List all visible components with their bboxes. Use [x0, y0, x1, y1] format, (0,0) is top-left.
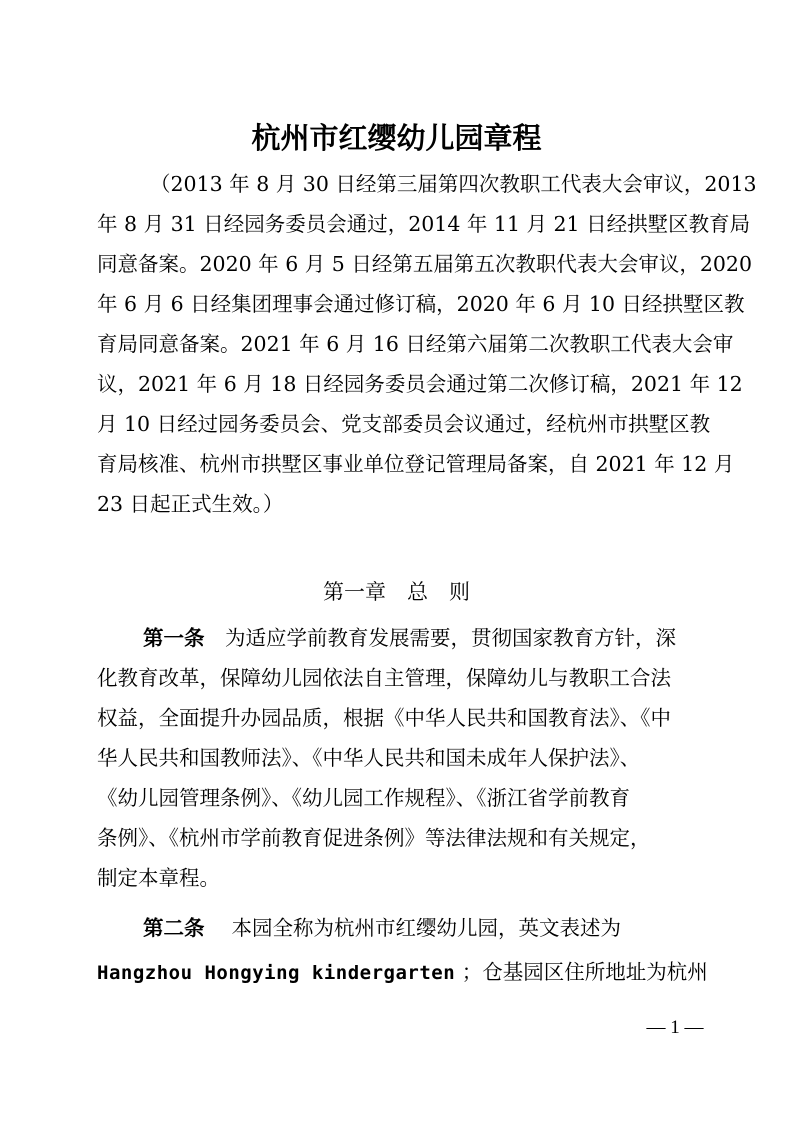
- intro-line-9: 23 日起正式生效。）: [97, 492, 284, 516]
- intro-line-7: 月 10 日经过园务委员会、党支部委员会议通过，经杭州市拱墅区教: [97, 412, 711, 436]
- article-1-line-4: 华人民共和国教师法》、《中华人民共和国未成年人保护法》、: [97, 746, 641, 770]
- article-2-first-line-spacer: [205, 916, 232, 940]
- article-1-line-6: 条例》、《杭州市学前教育促进条例》等法律法规和有关规定，: [97, 826, 651, 850]
- article-2-label: 第二条: [143, 916, 205, 940]
- article-2-line-2-text: ；仓基园区住所地址为杭州: [461, 960, 708, 984]
- intro-line-6: 议，2021 年 6 月 18 日经园务委员会通过第二次修订稿，2021 年 12: [97, 372, 743, 396]
- article-1-first-line-spacer: [205, 626, 226, 650]
- intro-line-1: （2013 年 8 月 30 日经第三届第四次教职工代表大会审议，2013: [150, 172, 757, 196]
- chapter-heading: 第一章 总 则: [323, 580, 470, 604]
- document-title: 杭州市红缨幼儿园章程: [251, 121, 542, 155]
- article-1-line-3: 权益，全面提升办园品质，根据《中华人民共和国教育法》、《中: [97, 706, 671, 730]
- page-number: — 1 —: [646, 1017, 704, 1038]
- article-1-first-line: [143, 624, 691, 652]
- article-1-line-5: 《幼儿园管理条例》、《幼儿园工作规程》、《浙江省学前教育: [97, 786, 630, 810]
- intro-line-4: 年 6 月 6 日经集团理事会通过修订稿，2020 年 6 月 10 日经拱墅区教: [97, 292, 745, 316]
- english-name: Hangzhou Hongying kindergarten: [97, 962, 456, 984]
- article-2-first-line: [143, 914, 691, 942]
- intro-line-2: [97, 210, 751, 238]
- article-1-first-line-text: 为适应学前教育发展需要，贯彻国家教育方针，深: [225, 626, 676, 650]
- article-1-label: 第一条: [143, 626, 205, 650]
- intro-line-8: 育局核准、杭州市拱墅区事业单位登记管理局备案，自 2021 年 12 月: [97, 452, 735, 476]
- intro-line-2-text: 年 8 月 31 日经园务委员会通过，2014 年 11 月 21 日经拱墅区教育局: [97, 212, 751, 236]
- article-2-line-2: [97, 958, 708, 987]
- intro-line-3: 同意备案。2020 年 6 月 5 日经第五届第五次教职代表大会审议，2020: [97, 252, 753, 276]
- article-2-first-line-text: 本园全称为杭州市红缨幼儿园，英文表述为: [231, 916, 622, 940]
- article-1-line-7: 制定本章程。: [97, 866, 220, 890]
- article-1-line-2: 化教育改革，保障幼儿园依法自主管理，保障幼儿与教职工合法: [97, 666, 671, 690]
- intro-line-5: 育局同意备案。2021 年 6 月 16 日经第六届第二次教职工代表大会审: [97, 332, 734, 356]
